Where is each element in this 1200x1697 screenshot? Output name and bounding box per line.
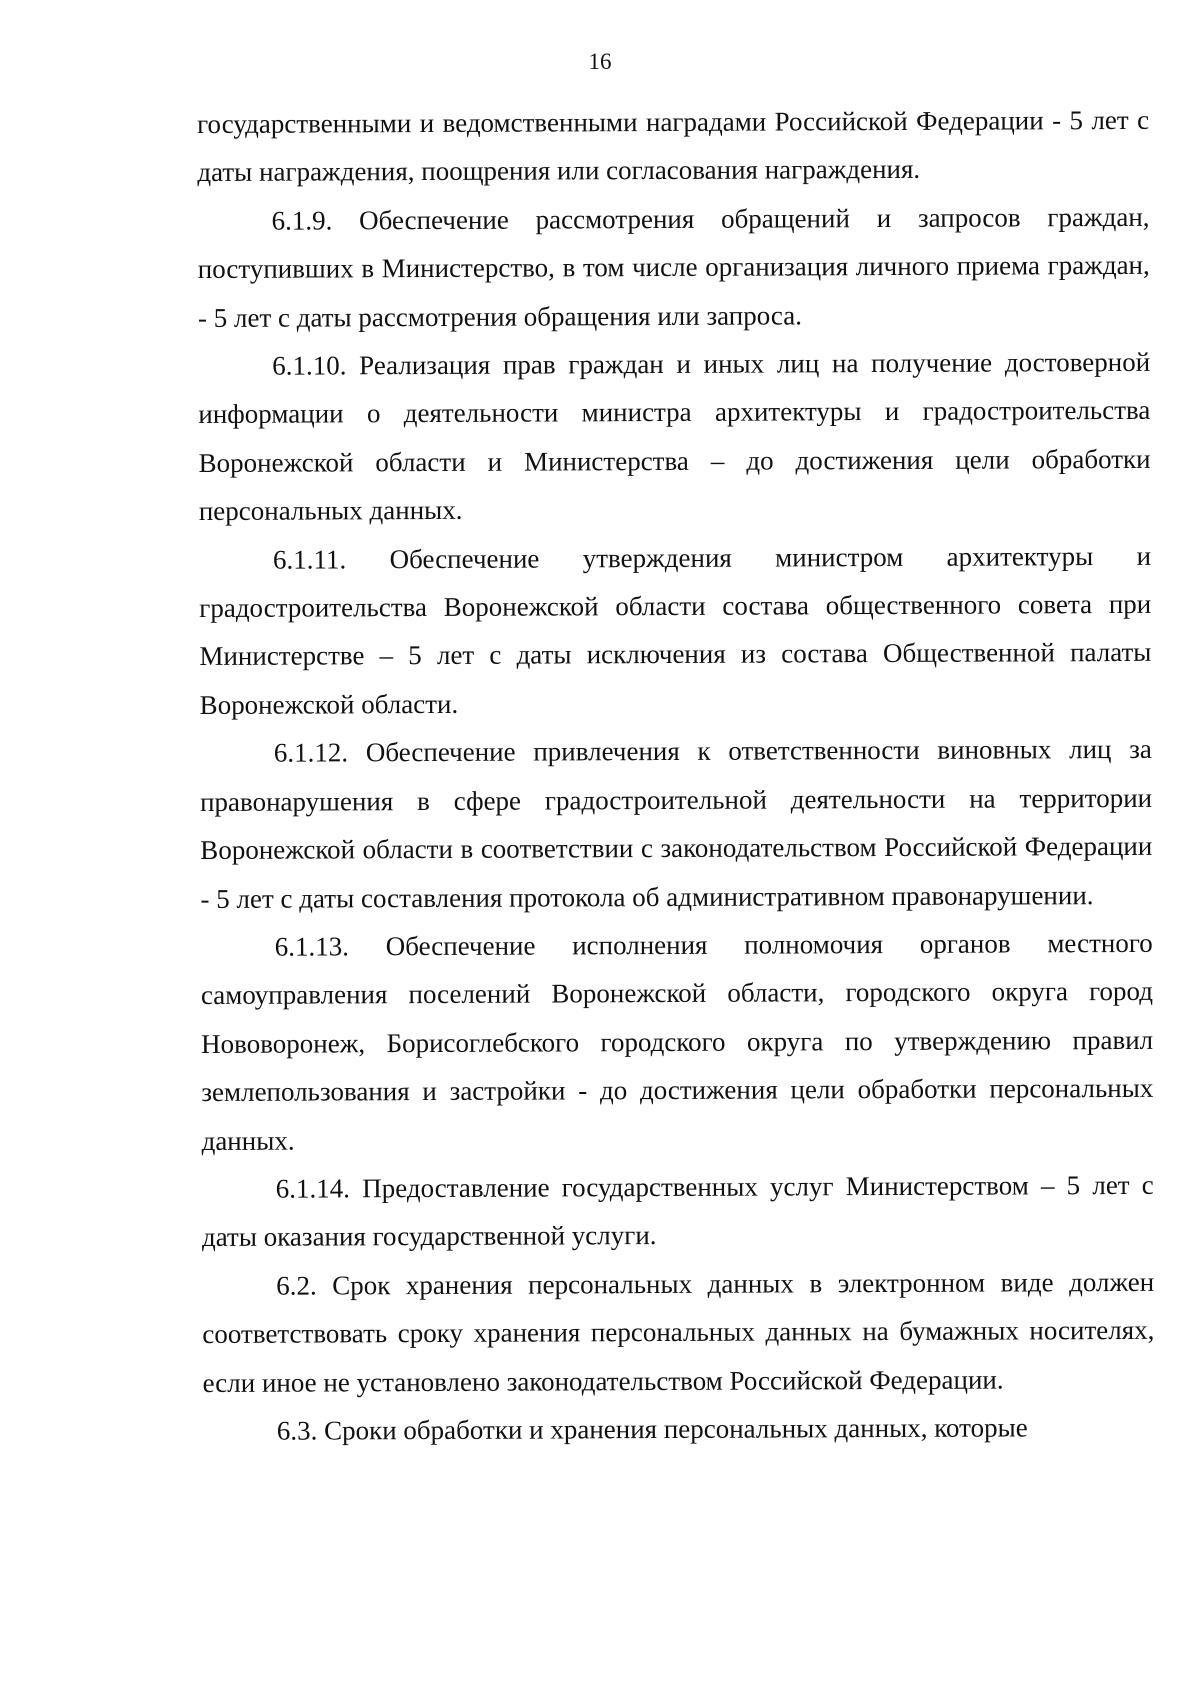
paragraph-6-1-14: 6.1.14. Предоставление государственных услуг Министерством – 5 лет с даты оказания государственной услуги. [201, 1169, 1154, 1253]
paragraph-6-1-9: 6.1.9. Обеспечение рассмотрения обращений и запросов граждан, поступивших в Министерство, в том числе организация личного приема граждан, - 5 лет с даты рассмотрения обращения или запроса. [197, 201, 1150, 333]
page-number: 16 [588, 49, 612, 74]
paragraph-6-1-11: 6.1.11. Обеспечение утверждения министром архитектуры и градостроительства Воронежской области состава общественного совета при Министерстве – 5 лет с даты исключения из состава Общественной палаты Воронежской области. [199, 540, 1152, 720]
paragraph-6-1-10: 6.1.10. Реализация прав граждан и иных лиц на получение достоверной информации о деятельности министра архитектуры и градостроительства Воронежской области и Министерства – до достижения цели обработки персональных данных. [198, 346, 1151, 527]
paragraph-6-1-12: 6.1.12. Обеспечение привлечения к ответственности виновных лиц за правонарушения в сфере градостроительной деятельности на территории Воронежской области в соответствии с законодательством Российской Федерации - 5 лет с даты составления протокола об административном правонарушении. [199, 734, 1153, 914]
document-body [197, 96, 1155, 1456]
paragraph-6-1-13: 6.1.13. Обеспечение исполнения полномочия органов местного самоуправления поселений Воронежской области, городского округа город Нововоронеж, Борисоглебского городского округа по утверждению правил землепользования и застройки - до достижения цели обработки персональных данных. [200, 927, 1154, 1156]
paragraph-6-2: 6.2. Срок хранения персональных данных в электронном виде должен соответствовать сроку хранения персональных данных на бумажных носителях, если иное не установлено законодательством Российской Федерации. [202, 1266, 1155, 1398]
paragraph-6-3: 6.3. Сроки обработки и хранения персональных данных, которые [276, 1412, 1028, 1446]
paragraph-continuation: государственными и ведомственными наградами Российской Федерации - 5 лет с даты награждения, поощрения или согласования награждения. [197, 104, 1150, 188]
